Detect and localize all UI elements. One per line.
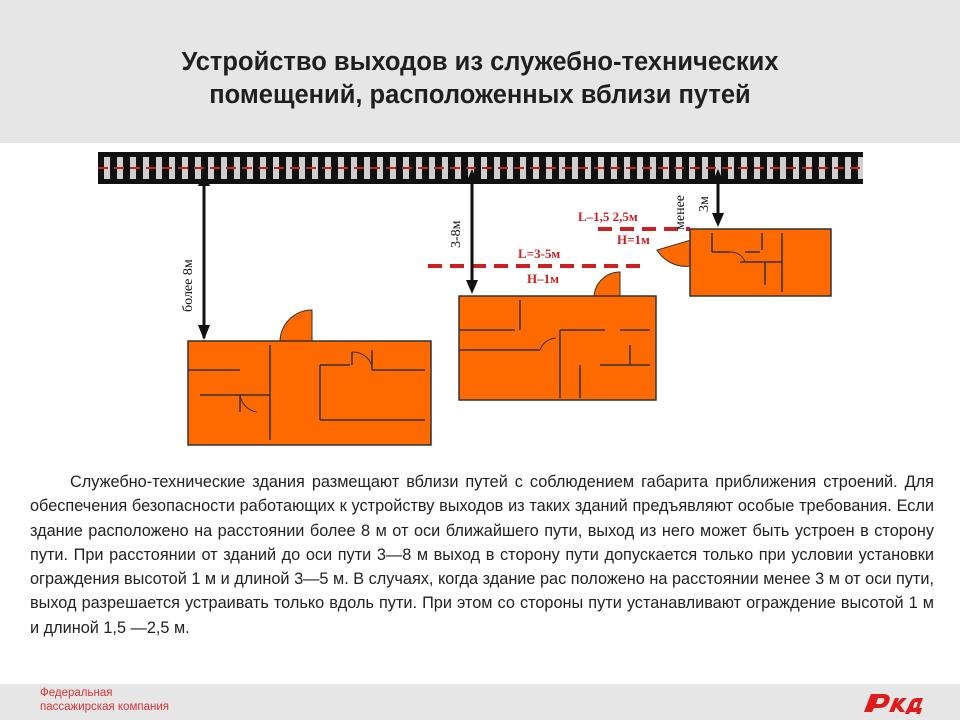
- door-swing-3: [657, 240, 691, 266]
- label-more-8m: более 8м: [181, 259, 196, 312]
- company-name-line-1: Федеральная: [40, 687, 113, 699]
- page-title: [60, 46, 900, 112]
- label-fence2-height: H=1м: [617, 232, 650, 247]
- label-fence1-length: L=3-5м: [518, 246, 561, 261]
- door-swing-1: [280, 310, 312, 342]
- label-3-8m: 3-8м: [449, 220, 464, 248]
- building-near: [657, 229, 831, 296]
- dimension-arrow-more-8m: [198, 171, 210, 340]
- title-line-1: Устройство выходов из служебно-технических: [181, 48, 779, 76]
- label-less: менее: [673, 195, 688, 230]
- rail-top: [98, 152, 863, 157]
- track-exits-diagram: [0, 143, 960, 453]
- dimension-arrow-3-8m: [466, 169, 478, 294]
- label-fence1-height: H–1м: [527, 271, 559, 286]
- company-name: [40, 686, 169, 714]
- door-swing-2: [594, 272, 620, 298]
- railway-track: [98, 152, 863, 184]
- description-paragraph: Служебно-технические здания размещают вблизи путей с соблюдением габарита приближения строений. Для обеспечения безопасности работающих к устройству выходов из таких зданий предъявляют особые требования. Если здание расположено на расстоянии более 8 м от оси ближайшего пути, выход из него может быть устроен в сторону пути. При расстоянии от зданий до оси пути 3—8 м выход в сторону пути допускается только при условии установки ограждения высотой 1 м и длиной 3—5 м. В случаях, когда здание рас положено на расстоянии менее 3 м от оси пути, выход разрешается устраивать только вдоль пути. При этом со стороны пути устанавливают ограждение высотой 1 м и длиной 1,5 —2,5 м.: [30, 473, 934, 637]
- building-middle: [459, 272, 656, 400]
- label-less-3m: 3м: [697, 196, 712, 212]
- label-fence2-length: L–1,5 2,5м: [578, 209, 638, 224]
- rail-bottom: [98, 179, 863, 184]
- title-line-2: помещений, расположенных вблизи путей: [209, 81, 751, 109]
- rzd-logo-icon: [858, 686, 928, 718]
- building-far: [188, 310, 431, 445]
- company-name-line-2: пассажирская компания: [40, 701, 169, 713]
